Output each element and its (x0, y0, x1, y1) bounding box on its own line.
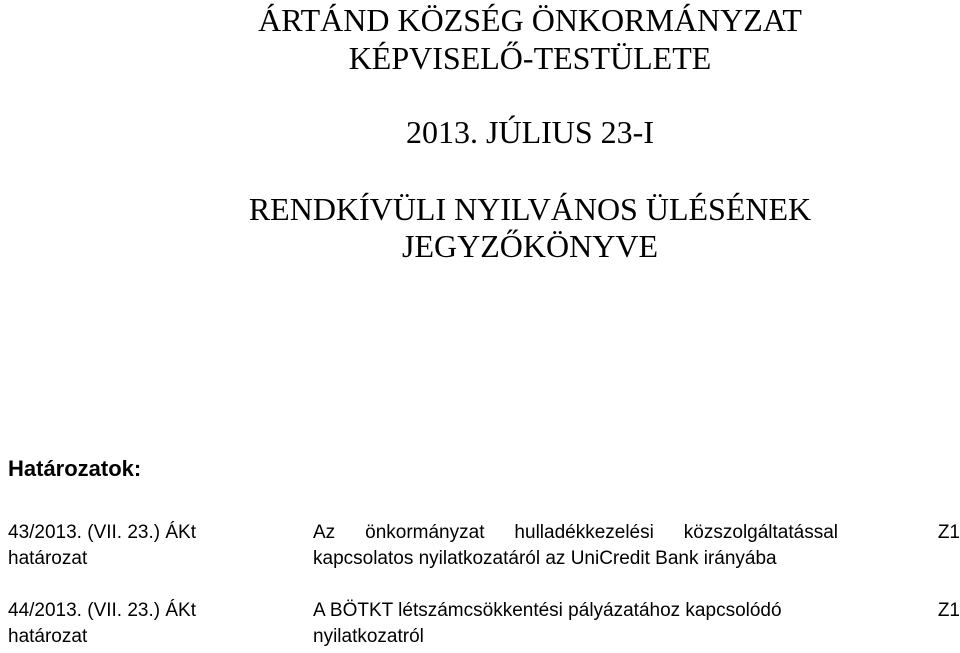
resolution-reference: Z1 (937, 522, 960, 543)
meeting-type: RENDKÍVÜLI NYILVÁNOS ÜLÉSÉNEK (248, 191, 812, 227)
resolutions-heading: Határozatok: (8, 456, 142, 481)
resolution-reference: Z1 (937, 600, 960, 621)
header-title-line2: KÉPVISELŐ-TESTÜLETE (348, 40, 712, 76)
resolution-type: határozat (8, 626, 88, 647)
resolution-description-line: kapcsolatos nyilatkozatáról az UniCredit Bank irányába (313, 548, 777, 569)
resolution-item (0, 598, 960, 648)
meeting-date: 2013. JÚLIUS 23-I (406, 114, 654, 150)
document-type: JEGYZŐKÖNYVE (402, 228, 658, 264)
resolution-id (8, 520, 238, 572)
resolution-description (313, 520, 843, 572)
resolution-description-line: A BÖTKT létszámcsökkentési pályázatához kapcsolódó (313, 600, 782, 621)
resolution-number: 43/2013. (VII. 23.) ÁKt (8, 522, 196, 543)
resolution-description-line: nyilatkozatról (313, 626, 424, 647)
header-title-line1: ÁRTÁND KÖZSÉG ÖNKORMÁNYZAT (258, 2, 802, 38)
resolution-description-line: Az önkormányzat hulladékkezelési közszolgáltatással (313, 522, 838, 543)
resolution-number: 44/2013. (VII. 23.) ÁKt (8, 600, 196, 621)
resolution-type: határozat (8, 548, 88, 569)
resolution-id (8, 598, 238, 650)
resolution-description (313, 598, 843, 650)
resolution-item (0, 520, 960, 570)
